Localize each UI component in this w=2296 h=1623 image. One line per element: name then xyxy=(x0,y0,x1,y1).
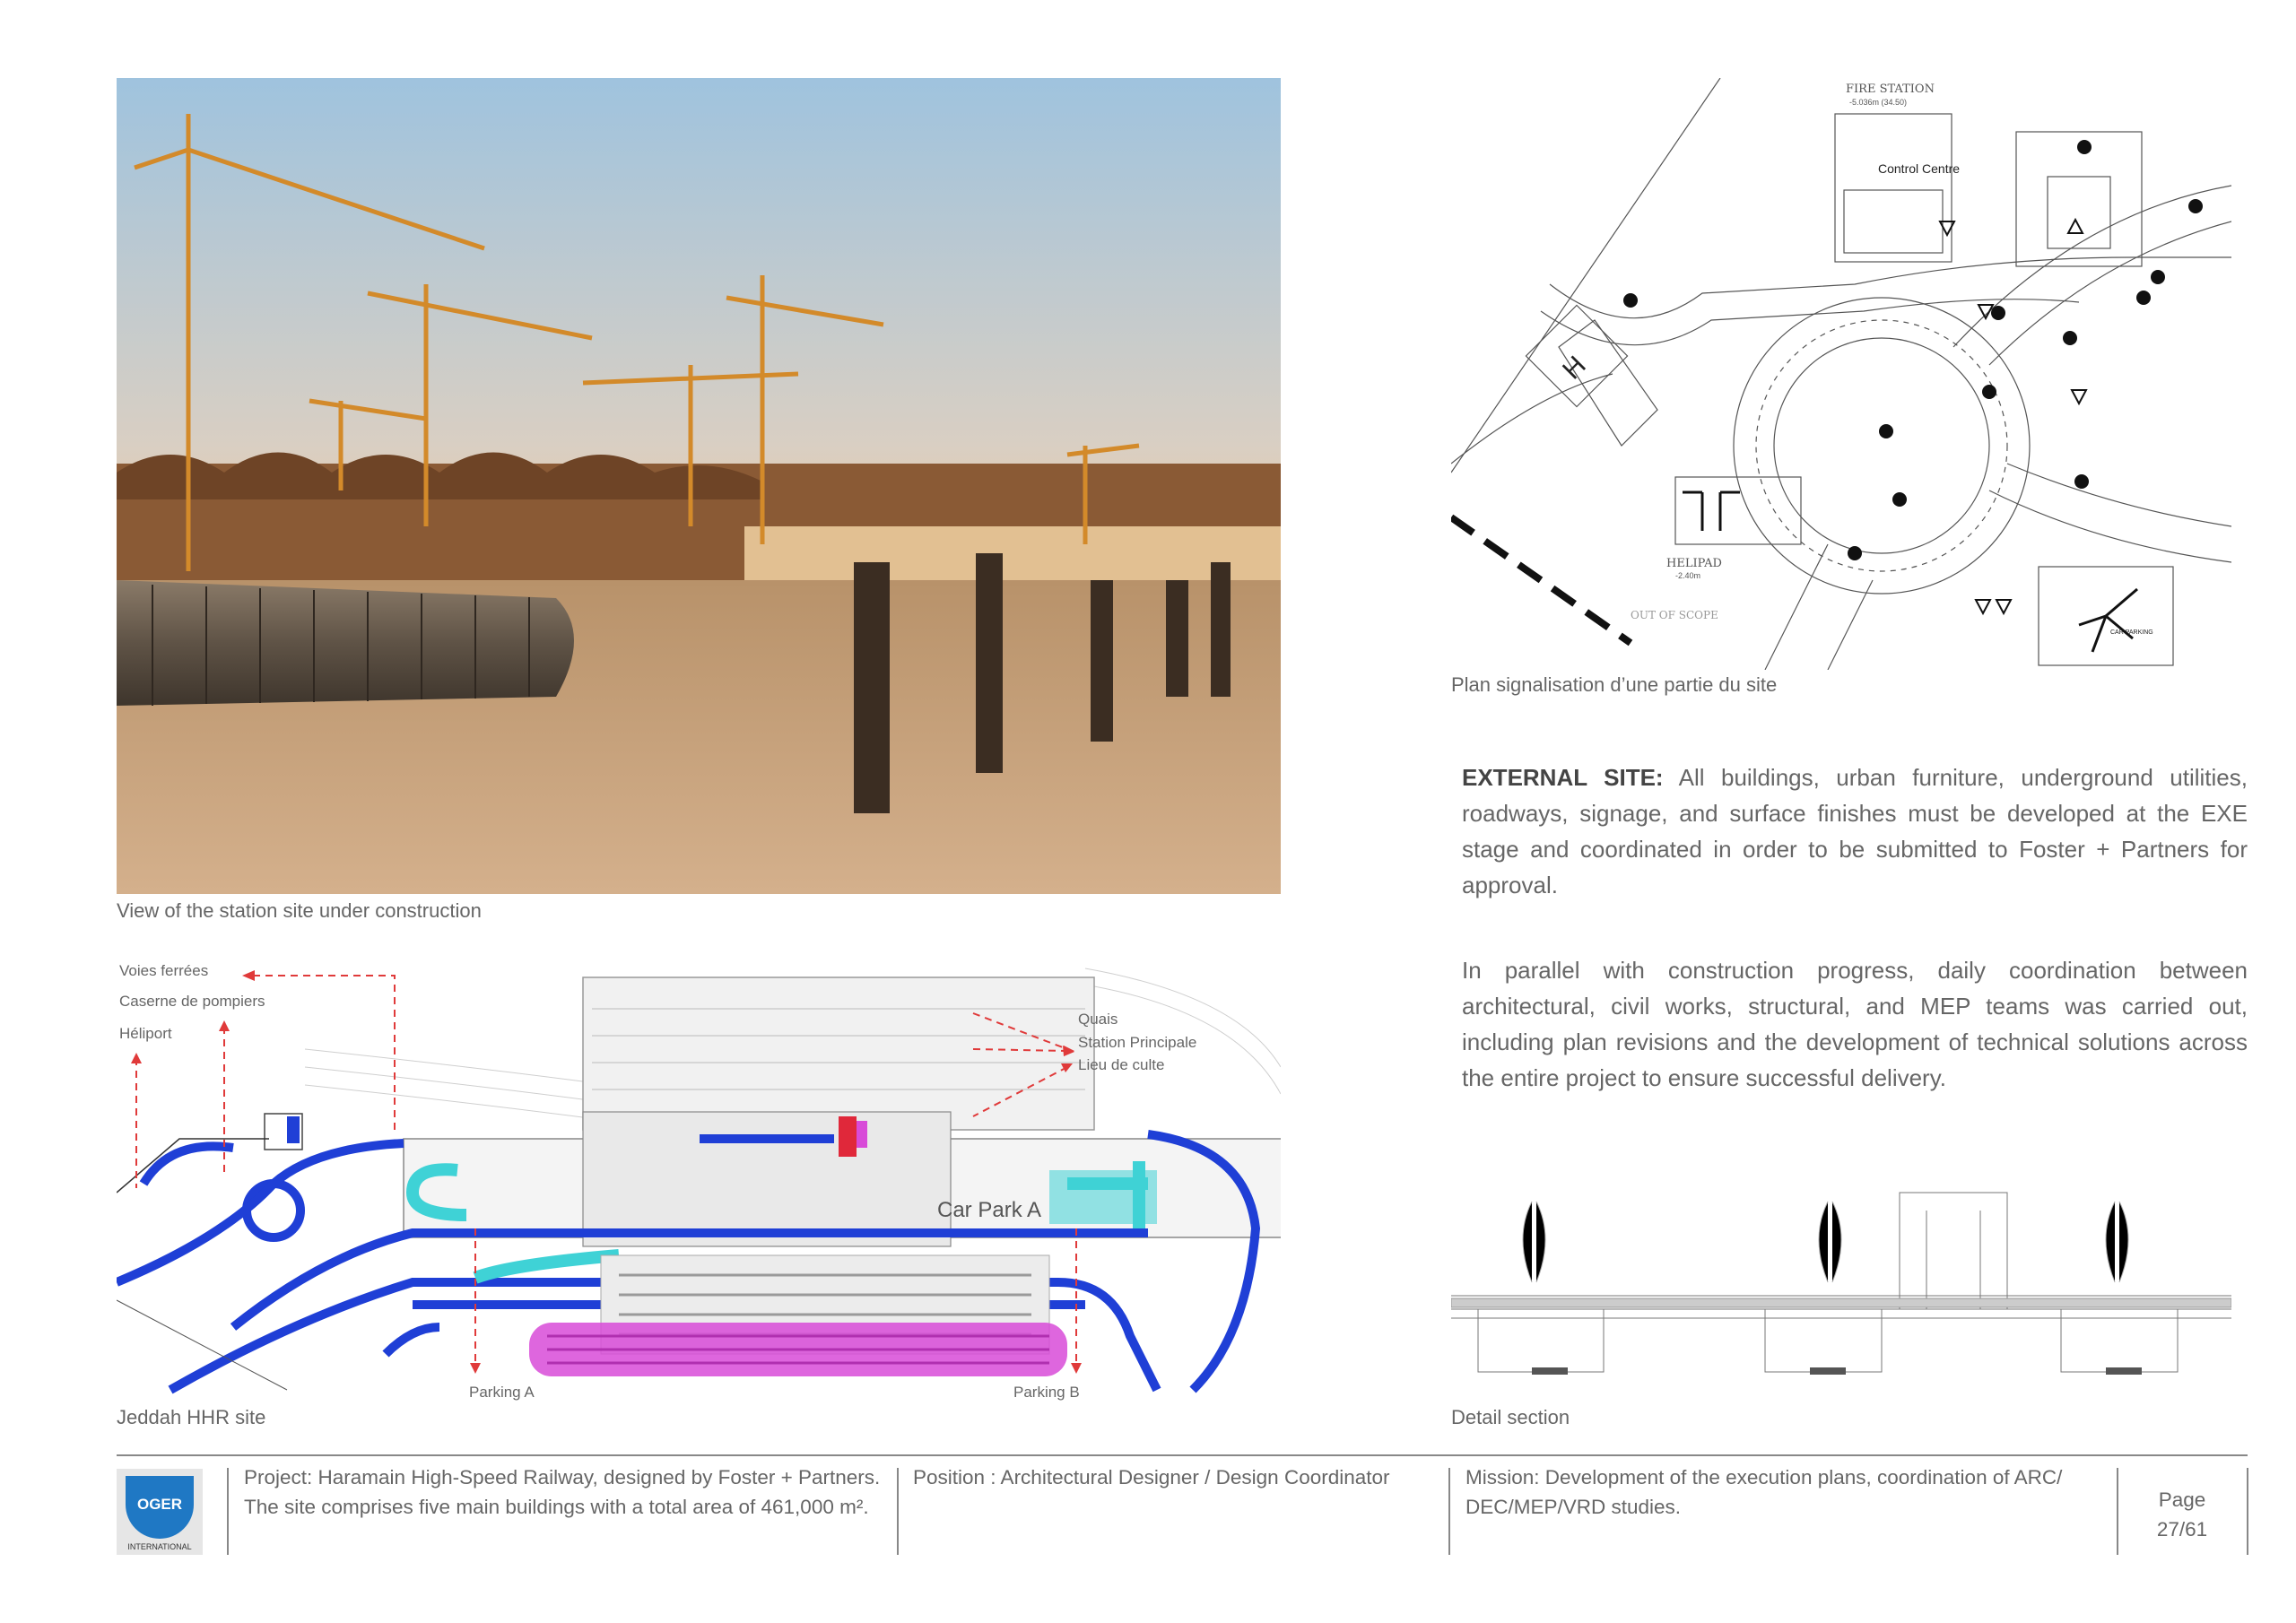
footer-project-line1: Project: Haramain High-Speed Railway, designed by Foster + Partners. xyxy=(244,1466,881,1488)
svg-text:H: H xyxy=(1557,350,1592,386)
legend-heliport: Héliport xyxy=(119,1025,172,1042)
footer-divider xyxy=(117,1454,2248,1456)
legend-lieu-de-culte: Lieu de culte xyxy=(1078,1056,1165,1073)
footer-project-line2: The site comprises five main buildings with a total area of 461,000 m². xyxy=(244,1496,869,1518)
photo-caption: View of the station site under construction xyxy=(117,899,482,922)
footer-page-label: Page xyxy=(2158,1488,2206,1511)
external-site-paragraph xyxy=(1462,759,2248,903)
site-plan-drawing xyxy=(117,959,1281,1401)
legend-quais: Quais xyxy=(1078,1011,1118,1028)
fire-station-level: -5.036m (34.50) xyxy=(1849,98,1908,107)
control-centre-label: Control Centre xyxy=(1878,161,1961,176)
footer-separator-1 xyxy=(227,1468,229,1555)
footer-separator-3 xyxy=(1448,1468,1450,1555)
external-site-body: All buildings, urban furniture, underground utilities, roadways, signage, and surface finishes must be developed at the EXE stage and coordinated in order to be submitted to Foster + Partners for approval. xyxy=(1462,764,2248,898)
legend-station-principale: Station Principale xyxy=(1078,1034,1197,1051)
oger-logo-subtitle: INTERNATIONAL xyxy=(127,1542,192,1551)
site-plan-caption: Jeddah HHR site xyxy=(117,1406,266,1428)
footer-position: Position : Architectural Designer / Design Coordinator xyxy=(913,1466,1390,1488)
oger-logo-text: OGER xyxy=(136,1496,183,1513)
footer-page-number: 27/61 xyxy=(2156,1518,2208,1541)
footer-page xyxy=(2118,1485,2246,1544)
construction-photo xyxy=(117,78,1281,894)
coordination-paragraph: In parallel with construction progress, daily coordination between architectural, civil works, structural, and MEP teams was carried out, including plan revisions and the development of technical solutions across the entire project to ensure successful delivery. xyxy=(1462,957,2248,1091)
footer-project xyxy=(244,1462,908,1522)
car-parking-label: CAR PARKING xyxy=(2110,629,2153,636)
footer-mission-line1: Mission: Development of the execution plans, coordination of ARC/ xyxy=(1465,1466,2063,1488)
detail-section-caption: Detail section xyxy=(1451,1406,1570,1428)
signage-plan-caption: Plan signalisation d’une partie du site xyxy=(1451,673,1778,696)
helipad-label: HELIPAD xyxy=(1666,557,1722,570)
footer-separator-2 xyxy=(897,1468,899,1555)
oger-logo-emblem xyxy=(126,1476,194,1539)
detail-section-svg xyxy=(1451,1184,2231,1403)
legend-caserne-de-pompiers: Caserne de pompiers xyxy=(119,993,265,1010)
legend-voies-ferrees: Voies ferrées xyxy=(119,962,209,979)
parking-a-label: Parking A xyxy=(469,1384,535,1401)
site-plan-svg xyxy=(117,959,1281,1401)
signage-plan-svg xyxy=(1451,78,2231,670)
construction-photo-illustration xyxy=(117,78,1281,894)
out-of-scope-label: OUT OF SCOPE xyxy=(1631,609,1718,621)
footer-mission-line2: DEC/MEP/VRD studies. xyxy=(1465,1496,1682,1518)
oger-logo xyxy=(117,1469,203,1555)
detail-section-drawing xyxy=(1451,1184,2231,1403)
fire-station-label: FIRE STATION xyxy=(1846,82,1935,96)
external-site-heading: EXTERNAL SITE: xyxy=(1462,764,1664,791)
helipad-level: -2.40m xyxy=(1675,571,1701,580)
footer-separator-5 xyxy=(2247,1468,2248,1555)
signage-plan-drawing xyxy=(1451,78,2231,670)
footer-mission xyxy=(1465,1462,2120,1522)
parking-b-label: Parking B xyxy=(1013,1384,1080,1401)
car-park-a-label: Car Park A xyxy=(937,1198,1042,1222)
